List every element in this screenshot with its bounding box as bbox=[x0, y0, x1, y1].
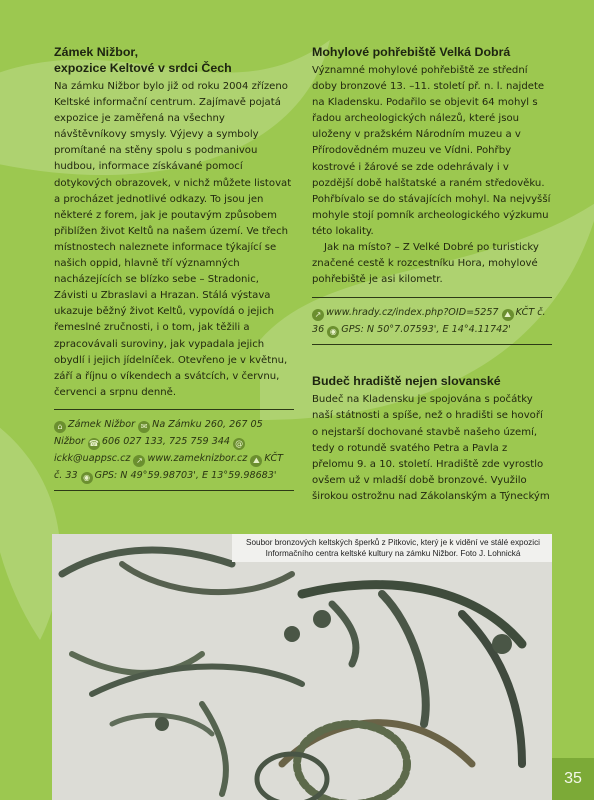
divider bbox=[312, 344, 552, 345]
web-icon: ↗ bbox=[312, 309, 324, 321]
contact-info-nizbor bbox=[54, 416, 294, 484]
gps-icon: ◉ bbox=[81, 472, 93, 484]
kct-icon: ⛰ bbox=[250, 455, 262, 467]
kct-icon: ⛰ bbox=[502, 309, 514, 321]
article-title-budec: Budeč hradiště nejen slovanské bbox=[312, 374, 501, 389]
article-body-budec bbox=[312, 392, 552, 505]
at-icon: @ bbox=[235, 438, 244, 448]
web-link[interactable]: www.zameknizbor.cz bbox=[147, 452, 248, 464]
photo-caption: Soubor bronzových keltských šperků z Pitkovic, který je k vidění ve stálé expozici Informačního centra keltské kultury na zámku Nižbor. Foto J. Lohnická bbox=[232, 534, 552, 562]
divider bbox=[54, 409, 294, 410]
divider bbox=[312, 297, 552, 298]
email-link[interactable]: ickk@uappsc.cz bbox=[54, 452, 131, 464]
bronze-jewelry-illustration bbox=[52, 534, 552, 800]
left-column bbox=[54, 44, 294, 497]
address-text: Na Zámku 260, 267 05 Nižbor bbox=[54, 418, 263, 447]
gps-icon: ◉ bbox=[327, 326, 339, 338]
phone-text: 606 027 133, 725 759 344 bbox=[101, 435, 231, 447]
article-paragraph: Budeč na Kladensku je spojována s počátky naší státnosti a spíše, než o hradišti se hovoří o nejstarší dochované stavbě našeho území, tedy o rotundě svatého Petra a Pavla z přelomu 9. a 10. století. Hradiště zde vyrostlo ovšem už v mladší době bronzové. Využilo širokou ostrožnu nad Zákolanským a Týneckým bbox=[312, 394, 550, 502]
title-line-1: Zámek Nižbor, bbox=[54, 45, 139, 59]
contact-info-velka-dobra bbox=[312, 304, 552, 338]
right-column bbox=[312, 44, 552, 505]
place-name: Zámek Nižbor bbox=[68, 418, 136, 430]
web-icon: ↗ bbox=[133, 455, 145, 467]
web-link[interactable]: www.hrady.cz/index.php?OID=5257 bbox=[326, 307, 499, 319]
divider bbox=[54, 490, 294, 491]
title-line-2: expozice Keltové v srdci Čech bbox=[54, 61, 232, 75]
kct-text: KČT č. 36 bbox=[312, 307, 546, 336]
article-title-nizbor bbox=[54, 44, 294, 76]
kct-text: KČT č. 33 bbox=[54, 452, 283, 481]
gps-text: GPS: N 50°7.07593', E 14°4.11742' bbox=[341, 324, 511, 336]
article-body-velka-dobra bbox=[312, 63, 552, 288]
page-number: 35 bbox=[552, 758, 594, 800]
phone-icon: ☎ bbox=[88, 438, 99, 448]
house-icon: ⌂ bbox=[54, 421, 66, 433]
article-title-velka-dobra: Mohylové pohřebiště Velká Dobrá bbox=[312, 45, 511, 59]
article-paragraph: Na zámku Nižbor bylo již od roku 2004 zřízeno Keltské informační centrum. Zajímavě pojatá expozice je zaměřená na všechny návštěvníkovy smysly. Výjevy a symboly promítané na stěny spolu s podmanivou hudbou, informace získávané pomocí dotykových obrazovek, v nichž můžete listovat a procházet jednotlivé odkazy. To jsou jen některé z forem, jak je poutavým způsobem přiblížen život Keltů na našem území. Ve třech místnostech naleznete informace týkající se našich oppid, hlavně tří významných nacházejících se blízko sebe – Stradonic, Závisti u Zbraslavi a Hrazan. Stálá výstava ukazuje běžný život Keltů, vypovídá o jejich řemeslné zručnosti, i o tom, jak těžili a zpracovávali suroviny, jak vypadala jejich obydlí i jejich jídelníček. Otevřeno je v květnu, září a říjnu o víkendech a svátcích, v červnu, červenci a srpnu denně. bbox=[54, 81, 292, 398]
article-paragraph: Významné mohylové pohřebiště ze střední doby bronzové 13. –11. století př. n. l. najdete na Kladensku. Podařilo se objevit 64 mohyl s řadou archeologických nálezů, které jsou uloženy v pražském Národním muzeu a v Přírodovědném muzeu ve Vídni. Pohřby kostrové i žárové se zde odehrávaly i v pozdější době halštatské a raném středověku. Pohřbívalo se do stávajících mohyl. Na nejvyšší mohyle stojí pomník archeologického výzkumu této lokality. bbox=[312, 65, 551, 237]
jewelry-photo bbox=[52, 534, 552, 800]
gps-text: GPS: N 49°59.98703', E 13°59.98683' bbox=[94, 469, 277, 481]
article-paragraph: Jak na místo? – Z Velké Dobré po turisticky značené cestě k rozcestníku Hora, mohylové pohřebiště je asi kilometr. bbox=[312, 242, 539, 286]
article-body-nizbor bbox=[54, 79, 294, 401]
envelope-icon: ✉ bbox=[138, 421, 150, 433]
